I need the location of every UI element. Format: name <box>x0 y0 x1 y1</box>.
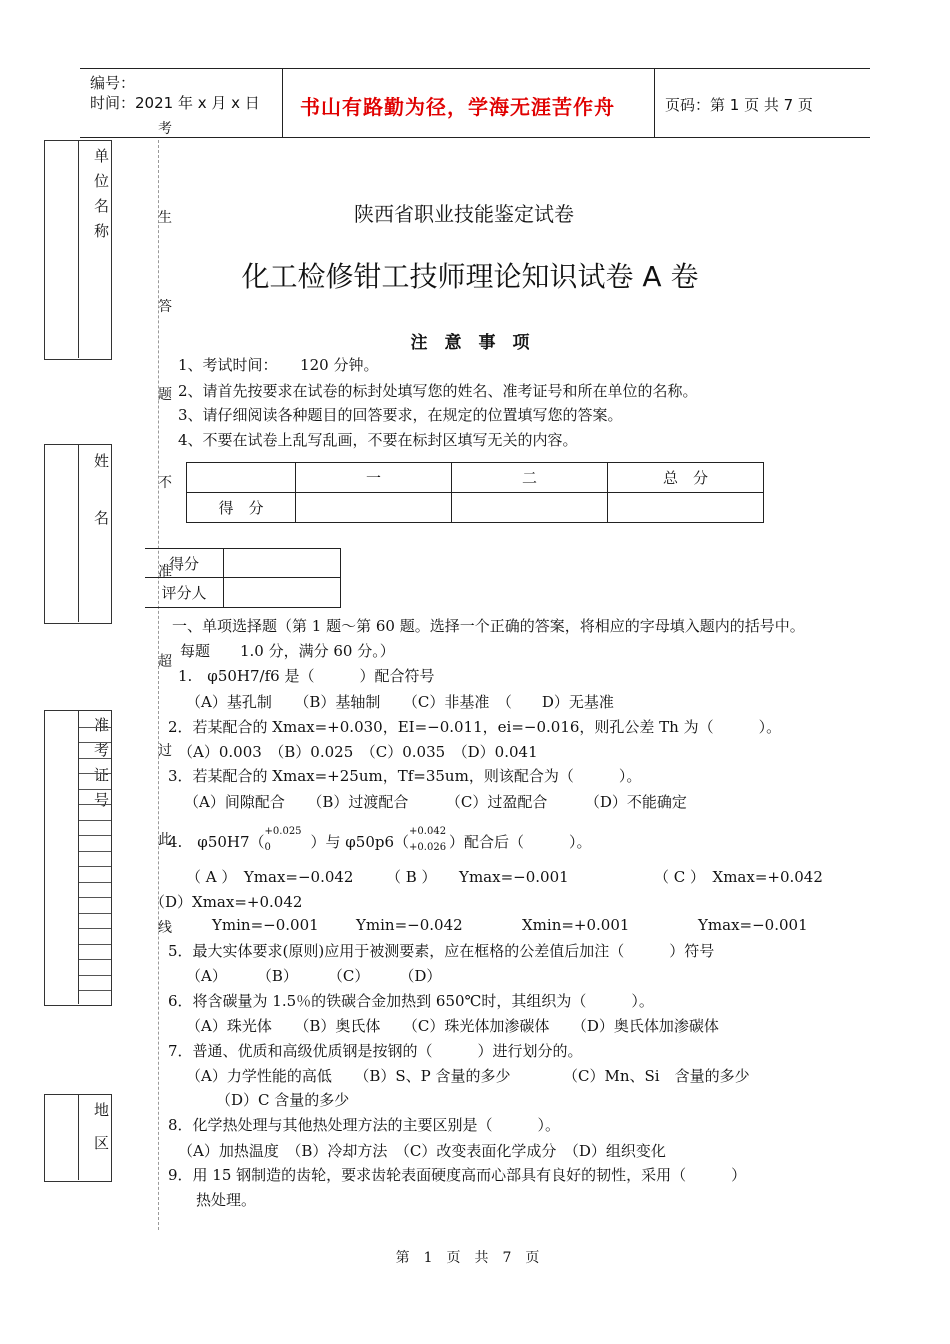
ticket-grid-line <box>79 820 111 821</box>
ticket-label-char: 证 <box>94 766 110 784</box>
question-9-cont: 热处理。 <box>196 1191 257 1209</box>
question-8-options: （A）加热温度 （B）冷却方法 （C）改变表面化学成分 （D）组织变化 <box>178 1142 666 1160</box>
score-header-cell: 一 <box>296 463 452 493</box>
question-4-option-c: （ C ） Xmax=+0.042 <box>654 868 823 886</box>
ticket-grid-line <box>79 944 111 945</box>
ticket-label-char: 号 <box>94 791 110 809</box>
ticket-grid-line <box>79 758 111 759</box>
grader-box <box>145 548 341 608</box>
question-4-option-a2: Ymin=−0.001 <box>212 916 319 934</box>
grader-name-label: 评分人 <box>145 578 224 608</box>
name-box <box>44 444 112 624</box>
ticket-grid-line <box>79 990 111 991</box>
question-1: 1. φ50H7/f6 是（ ）配合符号 <box>178 667 435 685</box>
name-label-char: 名 <box>94 509 110 527</box>
header-meta <box>90 73 260 113</box>
ticket-grid-line <box>79 897 111 898</box>
seal-char: 不 <box>158 475 172 491</box>
grader-name-cell[interactable] <box>224 578 341 608</box>
ticket-grid-line <box>79 975 111 976</box>
question-9: 9．用 15 钢制造的齿轮，要求齿轮表面硬度高而心部具有良好的韧性，采用（ ） <box>168 1166 747 1184</box>
question-7: 7．普通、优质和高级优质钢是按钢的（ ）进行划分的。 <box>168 1042 583 1060</box>
seal-char: 过 <box>158 743 172 759</box>
question-4: 4. φ50H7（ +0.025 0 ）与 φ50p6（ +0.042 +0.026 ）配合后（ ）。 <box>168 826 592 853</box>
question-2: 2．若某配合的 Xmax=+0.030，EI=−0.011，ei=−0.016，则孔公差 Th 为（ ）。 <box>168 718 782 736</box>
ticket-grid-line <box>79 928 111 929</box>
unit-label-char: 称 <box>94 222 110 240</box>
section-intro: 一、单项选择题（第 1 题～第 60 题。选择一个正确的答案，将相应的字母填入题内的括号中。 <box>172 617 805 635</box>
ticket-grid-line <box>79 727 111 728</box>
question-7-options-2: （D）C 含量的多少 <box>216 1091 350 1109</box>
question-4-option-d: （D）Xmax=+0.042 <box>150 893 303 911</box>
question-1-options: （A）基孔制 （B）基轴制 （C）非基准 （ D）无基准 <box>186 693 614 711</box>
ticket-grid-line <box>79 773 111 774</box>
ticket-grid-line <box>79 959 111 960</box>
header-divider <box>282 69 283 137</box>
ticket-grid-line <box>79 742 111 743</box>
question-4-option-c2: Xmin=+0.001 <box>522 916 630 934</box>
question-5: 5．最大实体要求(原则)应用于被测要素，应在框格的公差值后加注（ ）符号 <box>168 942 715 960</box>
notice-item: 1、考试时间： 120 分钟。 <box>178 356 379 374</box>
page-header <box>80 68 870 138</box>
region-label-char: 区 <box>94 1134 110 1152</box>
ticket-grid-line <box>79 913 111 914</box>
question-4-option-b: （ B ） Ymax=−0.001 <box>386 868 569 886</box>
seal-char: 考 <box>158 121 172 137</box>
grader-score-label: 得分 <box>145 549 224 578</box>
question-4-option-b2: Ymin=−0.042 <box>356 916 463 934</box>
region-box <box>44 1094 112 1182</box>
score-cell[interactable] <box>296 493 452 523</box>
question-6: 6．将含碳量为 1.5％的铁碳合金加热到 650℃时，其组织为（ ）。 <box>168 992 654 1010</box>
question-8: 8．化学热处理与其他热处理方法的主要区别是（ ）。 <box>168 1116 561 1134</box>
ticket-label-char: 准 <box>94 716 110 734</box>
question-3: 3．若某配合的 Xmax=+25um，Tf=35um，则该配合为（ ）。 <box>168 767 642 785</box>
ticket-label-char: 考 <box>94 741 110 759</box>
section-intro: 每题 1.0 分，满分 60 分。） <box>180 642 395 660</box>
score-cell[interactable] <box>608 493 764 523</box>
unit-label-char: 单 <box>94 147 110 165</box>
notice-item: 2、请首先按要求在试卷的标封处填写您的姓名、准考证号和所在单位的名称。 <box>178 382 698 400</box>
name-label-char: 姓 <box>94 452 110 470</box>
score-header-cell <box>187 463 296 493</box>
seal-char: 题 <box>158 387 172 403</box>
ticket-box <box>44 710 112 1006</box>
page-footer: 第 1 页 共 7 页 <box>395 1250 540 1266</box>
region-label-char: 地 <box>94 1101 110 1119</box>
unit-box <box>44 140 112 360</box>
seal-char: 此 <box>158 832 172 848</box>
score-table <box>186 462 764 523</box>
header-page-info: 页码：第 1 页 共 7 页 <box>665 96 813 114</box>
question-6-options: （A）珠光体 （B）奥氏体 （C）珠光体加渗碳体 （D）奥氏体加渗碳体 <box>186 1017 719 1035</box>
unit-label-char: 名 <box>94 197 110 215</box>
score-cell[interactable] <box>452 493 608 523</box>
notice-item: 4、不要在试卷上乱写乱画，不要在标封区填写无关的内容。 <box>178 431 578 449</box>
ticket-grid-line <box>79 804 111 805</box>
score-header-cell: 总 分 <box>608 463 764 493</box>
seal-char: 超 <box>158 654 172 670</box>
code-label: 编号： <box>90 74 136 92</box>
exam-org: 陕西省职业技能鉴定试卷 <box>354 202 574 226</box>
seal-char: 线 <box>158 920 172 936</box>
question-5-options: （A） （B） （C） （D） <box>186 967 442 985</box>
question-4-option-a: （ A ） Ymax=−0.042 <box>186 868 354 886</box>
question-3-options: （A）间隙配合 （B）过渡配合 （C）过盈配合 （D）不能确定 <box>184 793 687 811</box>
grader-score-cell[interactable] <box>224 549 341 578</box>
seal-char: 生 <box>158 210 172 226</box>
exam-title: 化工检修钳工技师理论知识试卷 A 卷 <box>241 260 699 293</box>
notice-title: 注 意 事 项 <box>410 333 530 353</box>
ticket-grid-line <box>79 835 111 836</box>
question-4-option-d2: Ymax=−0.001 <box>698 916 808 934</box>
notice-item: 3、请仔细阅读各种题目的回答要求，在规定的位置填写您的答案。 <box>178 406 623 424</box>
header-divider <box>654 69 655 137</box>
ticket-grid-line <box>79 882 111 883</box>
seal-char: 答 <box>158 299 172 315</box>
header-motto: 书山有路勤为径，学海无涯苦作舟 <box>300 95 615 119</box>
ticket-grid-line <box>79 851 111 852</box>
time-label: 时间：2021 年 x 月 x 日 <box>90 94 260 112</box>
ticket-grid-line <box>79 789 111 790</box>
question-7-options: （A）力学性能的高低 （B）S、P 含量的多少 （C）Mn、Si 含量的多少 <box>186 1067 750 1085</box>
question-2-options: （A）0.003 （B）0.025 （C）0.035 （D）0.041 <box>178 743 538 761</box>
score-row-label: 得 分 <box>187 493 296 523</box>
score-header-cell: 二 <box>452 463 608 493</box>
seal-char: 准 <box>158 564 172 580</box>
unit-label-char: 位 <box>94 172 110 190</box>
ticket-grid-line <box>79 866 111 867</box>
